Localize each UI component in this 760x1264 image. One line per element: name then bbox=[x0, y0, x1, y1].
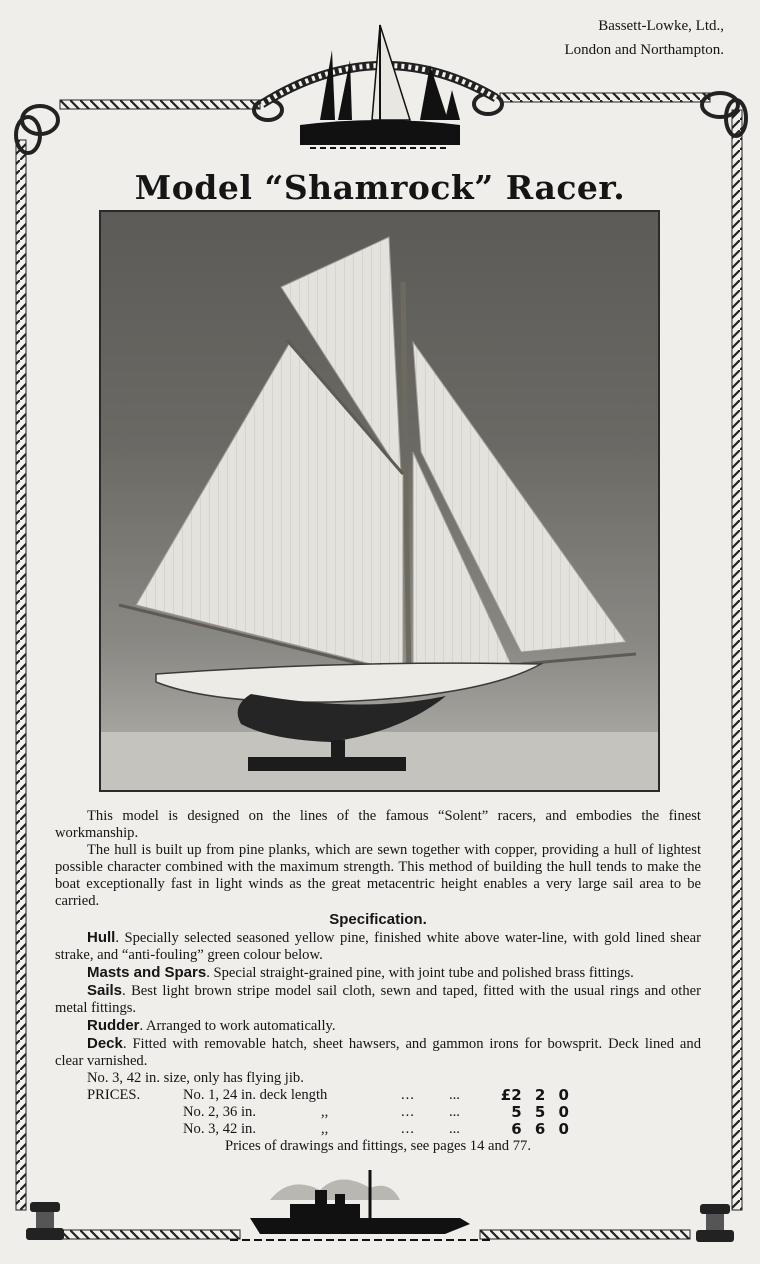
spec-term: Rudder bbox=[87, 1017, 140, 1034]
spec-term: Hull bbox=[87, 929, 116, 946]
description-text bbox=[55, 808, 701, 1155]
price-amount: 5 5 0 bbox=[511, 1103, 569, 1121]
price-row bbox=[55, 1121, 701, 1138]
warship-vignette bbox=[230, 1160, 490, 1250]
prices-label: PRICES. bbox=[87, 1087, 141, 1103]
price-dots: ... bbox=[401, 1087, 415, 1103]
specification-heading: Specification. bbox=[329, 911, 427, 928]
price-amount: 6 6 0 bbox=[511, 1120, 569, 1138]
price-row bbox=[55, 1104, 701, 1121]
spec-item-sails: Sails. Best light brown stripe model sail cloth, sewn and taped, fitted with the usual rings and other metal fittings. bbox=[55, 982, 701, 1016]
price-ditto: ,, bbox=[321, 1121, 329, 1137]
spec-term: Sails bbox=[87, 982, 123, 999]
size-note: No. 3, 42 in. size, only has flying jib. bbox=[87, 1070, 304, 1086]
spec-text: Specially selected seasoned yellow pine, finished white above water-line, with gold lined shear strake, and “anti-fouling” green colour below. bbox=[55, 930, 701, 963]
yachts-vignette bbox=[280, 20, 480, 160]
spec-text: Special straight-grained pine, with joint tube and polished brass fittings. bbox=[213, 965, 634, 981]
price-dots: ... bbox=[449, 1121, 460, 1137]
bollard-left bbox=[22, 1198, 68, 1244]
spec-term: Deck bbox=[87, 1035, 123, 1052]
publisher-location: London and Northampton. bbox=[564, 42, 724, 58]
publisher-name: Bassett-Lowke, Ltd., bbox=[598, 18, 724, 34]
price-dots: ... bbox=[449, 1104, 460, 1120]
price-dots: ... bbox=[401, 1104, 415, 1120]
spec-text: Best light brown stripe model sail cloth, sewn and taped, fitted with the usual rings and other metal fittings. bbox=[55, 983, 701, 1016]
bollard-right bbox=[692, 1200, 738, 1246]
price-dots: ... bbox=[401, 1121, 415, 1137]
price-amount: £2 2 0 bbox=[500, 1086, 569, 1104]
price-size: No. 3, 42 in. bbox=[183, 1121, 256, 1137]
page-title: Model “Shamrock” Racer. bbox=[134, 168, 626, 207]
intro-paragraph: This model is designed on the lines of the famous “Solent” racers, and embodies the finest workmanship. bbox=[55, 808, 701, 841]
price-row bbox=[55, 1087, 701, 1104]
spec-term: Masts and Spars bbox=[87, 964, 207, 981]
spec-text: Arranged to work automatically. bbox=[146, 1018, 336, 1034]
price-dots: ... bbox=[449, 1087, 460, 1103]
publisher-block bbox=[564, 14, 724, 62]
intro-paragraph: The hull is built up from pine planks, which are sewn together with copper, providing a hull of lightest possible character combined with the maximum strength. This method of building the hull tends to make the boat exceptionally fast in light winds as the great metacentric height enables a very large sail area to be carried. bbox=[55, 842, 701, 909]
price-ditto: ,, bbox=[321, 1104, 329, 1120]
yacht-illustration bbox=[101, 212, 658, 790]
spec-item-masts: Masts and Spars. Special straight-grained pine, with joint tube and polished brass fittings. bbox=[87, 964, 634, 981]
drawings-note: Prices of drawings and fittings, see pages 14 and 77. bbox=[225, 1138, 531, 1154]
price-size: No. 1, 24 in. deck length bbox=[183, 1087, 328, 1103]
price-list bbox=[55, 1087, 701, 1138]
yacht-photo bbox=[99, 210, 660, 792]
spec-text: Fitted with removable hatch, sheet hawsers, and gammon irons for bowsprit. Deck lined and clear varnished. bbox=[55, 1036, 702, 1069]
spec-item-hull: Hull. Specially selected seasoned yellow pine, finished white above water-line, with gold lined shear strake, and “anti-fouling” green colour below. bbox=[55, 929, 701, 963]
spec-item-deck: Deck. Fitted with removable hatch, sheet hawsers, and gammon irons for bowsprit. Deck lined and clear varnished. bbox=[55, 1035, 702, 1069]
price-size: No. 2, 36 in. bbox=[183, 1104, 256, 1120]
spec-item-rudder: Rudder. Arranged to work automatically. bbox=[87, 1017, 336, 1034]
